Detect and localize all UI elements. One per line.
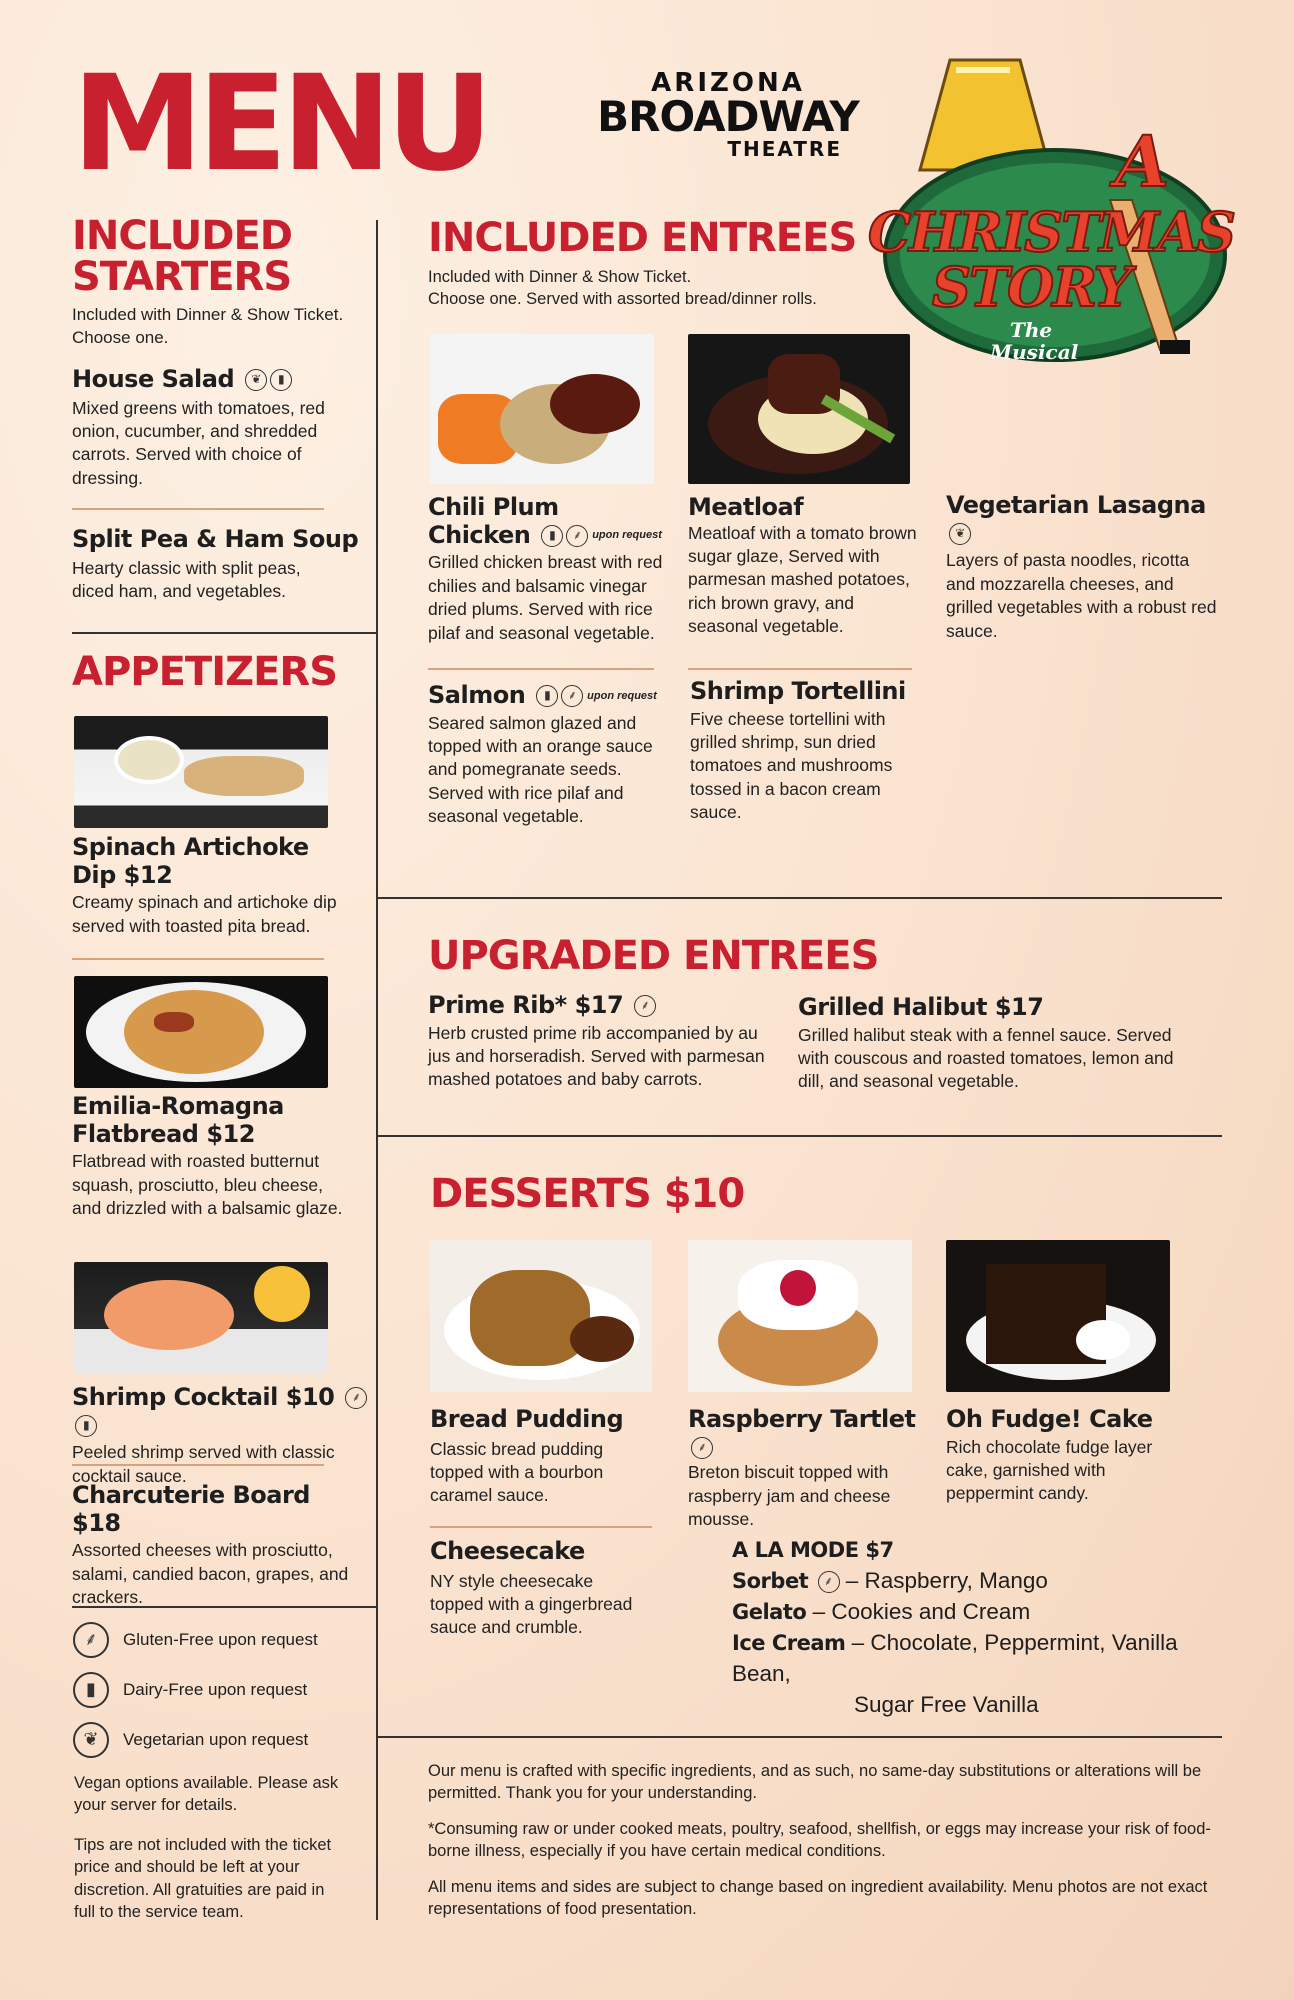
column-divider: [376, 220, 378, 1920]
chicken-photo: [430, 334, 654, 484]
salmon-title: [428, 682, 668, 710]
legend-vegetarian-label: Vegetarian upon request: [123, 1730, 309, 1749]
flatbread-name: [72, 1093, 362, 1148]
vegetarian-icon: ❦: [949, 523, 971, 545]
bread-pudding-desc: Classic bread pudding topped with a bourbon caramel sauce.: [430, 1438, 604, 1506]
gluten-free-icon: ⸙: [634, 995, 656, 1017]
vegetarian-lasagna: [946, 492, 1226, 643]
shrimp-cocktail-photo: [74, 1262, 328, 1374]
gluten-free-icon: ⸙: [691, 1437, 713, 1459]
a-la-mode-title: [732, 1534, 1212, 1565]
split-pea-soup: [72, 526, 362, 603]
starters-heading-line1: INCLUDED: [72, 213, 292, 259]
entrees-separator-1: [428, 668, 654, 670]
legend-vegetarian: [70, 1722, 308, 1758]
meatloaf-name: Meatloaf: [688, 493, 804, 521]
shrimp-cocktail-name: Shrimp Cocktail $10: [72, 1383, 335, 1411]
cheesecake: [430, 1538, 650, 1640]
show-title-story: STORY: [932, 255, 1130, 319]
included-upgraded-divider: [378, 897, 1222, 899]
gluten-free-icon: ⸙: [818, 1571, 840, 1593]
show-title-a: A: [1115, 120, 1170, 203]
bread-pudding-photo: [430, 1240, 652, 1392]
shrimp-tortellini-name: Shrimp Tortellini: [690, 677, 906, 705]
chili-plum-chicken-title: [428, 494, 668, 549]
included-entrees-subtitle-line2: Choose one. Served with assorted bread/dinner rolls.: [428, 290, 817, 309]
shrimp-cocktail-title: [72, 1384, 372, 1439]
flatbread-photo: [74, 976, 328, 1088]
chili-plum-chicken-name-line2-row: [428, 522, 668, 550]
show-logo: [860, 50, 1234, 370]
flatbread-name-line1: Emilia-Romagna: [72, 1092, 284, 1120]
salmon-name: Salmon: [428, 681, 526, 709]
show-title-christmas: CHRISTMAS: [868, 200, 1234, 264]
raspberry-tartlet-title: [688, 1406, 928, 1461]
house-salad-desc: Mixed greens with tomatoes, red onion, cucumber, and shredded carrots. Served with choice of dressing.: [72, 397, 325, 488]
appetizers-separator-1: [72, 958, 324, 960]
bread-pudding: [430, 1406, 650, 1508]
salmon-desc: Seared salmon glazed and topped with an orange sauce and pomegranate seeds. Served with rice pilaf and seasonal vegetable.: [428, 712, 653, 827]
a-la-mode: [732, 1534, 1212, 1720]
starters-heading: [72, 213, 372, 300]
prime-rib-desc: Herb crusted prime rib accompanied by au jus and horseradish. Served with parmesan mashed potatoes and baby carrots.: [428, 1022, 765, 1090]
spinach-dip-name: [72, 834, 362, 889]
tips-note: Tips are not included with the ticket price and should be left at your discretion. All gratuities are paid in full to the service team.: [74, 1836, 332, 1921]
meatloaf-desc: Meatloaf with a tomato brown sugar glaze, Served with parmesan mashed potatoes, rich brown gravy, and seasonal vegetable.: [688, 522, 917, 637]
dairy-free-icon: ▮: [73, 1672, 109, 1708]
desserts-heading: DESSERTS $10: [430, 1171, 745, 1217]
prime-rib-name: Prime Rib* $17: [428, 991, 624, 1019]
charcuterie-board-desc: Assorted cheeses with prosciutto, salami, candied bacon, grapes, and crackers.: [72, 1540, 349, 1608]
included-entrees-subtitle-line1: Included with Dinner & Show Ticket.: [428, 268, 692, 286]
legend-dairy-free: [70, 1672, 307, 1708]
house-salad-name: House Salad: [72, 365, 235, 393]
vegetarian-lasagna-desc: Layers of pasta noodles, ricotta and mozzarella cheeses, and grilled vegetables with a robust red sauce.: [946, 550, 1217, 641]
show-subtitle-the: The: [1010, 318, 1053, 342]
grilled-halibut: [798, 994, 1178, 1094]
spinach-dip-name-line2: Dip $12: [72, 860, 173, 889]
fudge-cake-desc: Rich chocolate fudge layer cake, garnished with peppermint candy.: [946, 1436, 1153, 1504]
a-la-mode-sorbet-label: Sorbet: [732, 1569, 809, 1594]
a-la-mode-icecream-value: – Chocolate, Peppermint, Vanilla Bean,: [732, 1630, 1178, 1687]
chili-plum-chicken-desc: Grilled chicken breast with red chilies and balsamic vinegar dried plums. Served with rice pilaf and seasonal vegetable.: [428, 552, 663, 643]
theatre-logo-line2: BROADWAY: [597, 92, 859, 141]
theatre-logo-line1: ARIZONA: [651, 68, 805, 98]
a-la-mode-gelato-label: Gelato: [732, 1600, 807, 1625]
raspberry-tartlet: [688, 1406, 928, 1532]
house-salad-title: [72, 366, 352, 394]
chili-plum-chicken-name-line2: Chicken: [428, 520, 531, 549]
cheesecake-desc: NY style cheesecake topped with a gingerbread sauce and crumble.: [430, 1570, 633, 1638]
desserts-separator: [430, 1526, 652, 1528]
spinach-dip-name-line1: Spinach Artichoke: [72, 833, 309, 861]
footer-note-substitutions: Our menu is crafted with specific ingredients, and as such, no same-day substitutions or alterations will be permitted. Thank you for your understanding.: [428, 1762, 1202, 1803]
flatbread: [72, 1093, 362, 1221]
show-subtitle-musical: Musical: [990, 340, 1079, 364]
house-salad: [72, 366, 352, 490]
a-la-mode-gelato: [732, 1596, 1212, 1627]
cheesecake-name: Cheesecake: [430, 1537, 585, 1565]
footer-note-consumption: *Consuming raw or under cooked meats, poultry, seafood, shellfish, or eggs may increase your risk of food-borne illness, especially if you have certain medical conditions.: [428, 1820, 1211, 1861]
a-la-mode-sorbet-value: – Raspberry, Mango: [839, 1568, 1048, 1594]
starters-subtitle-line2: Choose one.: [72, 327, 169, 347]
upgraded-desserts-divider: [378, 1135, 1222, 1137]
fudge-cake-photo: [946, 1240, 1170, 1392]
fudge-cake-name: Oh Fudge! Cake: [946, 1405, 1153, 1433]
prime-rib: [428, 992, 768, 1092]
starters-appetizers-divider: [72, 632, 376, 634]
spinach-dip-desc: Creamy spinach and artichoke dip served with toasted pita bread.: [72, 892, 337, 936]
theatre-logo-line3: THEATRE: [727, 137, 842, 161]
upgraded-entrees-heading: UPGRADED ENTREES: [428, 933, 879, 979]
starters-subtitle: [72, 304, 372, 350]
raspberry-tartlet-name: Raspberry Tartlet: [688, 1405, 916, 1433]
shrimp-cocktail: [72, 1384, 372, 1488]
meatloaf-photo: [688, 334, 910, 484]
dairy-free-icon: ▮: [270, 369, 292, 391]
gluten-free-icon: ⸙: [345, 1387, 367, 1409]
split-pea-soup-name: Split Pea & Ham Soup: [72, 525, 359, 553]
desserts-footer-divider: [378, 1736, 1222, 1738]
raspberry-tartlet-desc: Breton biscuit topped with raspberry jam and cheese mousse.: [688, 1462, 891, 1530]
charcuterie-board: [72, 1482, 362, 1610]
vegan-note: Vegan options available. Please ask your server for details.: [74, 1774, 339, 1815]
fudge-cake: [946, 1406, 1176, 1506]
included-entrees-subtitle: [428, 266, 817, 311]
raspberry-tartlet-photo: [688, 1240, 912, 1392]
grilled-halibut-name: Grilled Halibut $17: [798, 993, 1044, 1021]
starters-subtitle-line1: Included with Dinner & Show Ticket.: [72, 304, 344, 324]
chili-plum-chicken: [428, 494, 668, 645]
legend-dairy-free-label: Dairy-Free upon request: [123, 1680, 308, 1699]
spinach-dip: [72, 834, 362, 938]
starters-section: [72, 213, 372, 349]
appetizers-heading: APPETIZERS: [72, 649, 338, 695]
appetizers-separator-2: [72, 1464, 324, 1466]
starters-heading-line2: STARTERS: [72, 253, 292, 300]
vegetarian-lasagna-title: [946, 492, 1226, 547]
prime-rib-title: [428, 992, 768, 1020]
split-pea-soup-desc: Hearty classic with split peas, diced ham, and vegetables.: [72, 557, 301, 602]
shrimp-tortellini-desc: Five cheese tortellini with grilled shrimp, sun dried tomatoes and mushrooms tossed in a bacon cream sauce.: [690, 708, 893, 823]
shrimp-tortellini: [690, 678, 920, 825]
grilled-halibut-desc: Grilled halibut steak with a fennel sauce. Served with couscous and roasted tomatoes, lemon and dill, and seasonal vegetable.: [798, 1024, 1174, 1092]
included-entrees-heading: INCLUDED ENTREES: [428, 215, 857, 261]
starters-separator: [72, 508, 324, 510]
salmon: [428, 682, 668, 829]
a-la-mode-icecream-label: Ice Cream: [732, 1631, 846, 1656]
dairy-free-icon: ▮: [536, 685, 558, 707]
meatloaf: [688, 494, 928, 639]
gluten-free-icon: ⸙: [566, 525, 588, 547]
a-la-mode-icecream: [732, 1627, 1212, 1689]
gluten-free-icon: ⸙: [561, 685, 583, 707]
flatbread-name-line2: Flatbread $12: [72, 1119, 255, 1148]
chili-plum-chicken-name-line1: Chili Plum: [428, 493, 559, 521]
dairy-free-icon: ▮: [75, 1415, 97, 1437]
entrees-separator-2: [688, 668, 912, 670]
vegetarian-icon: ❦: [73, 1722, 109, 1758]
a-la-mode-sorbet: [732, 1565, 1212, 1596]
theatre-logo: [588, 70, 868, 160]
upon-request-note: upon request: [587, 689, 657, 702]
a-la-mode-title-text: A LA MODE $7: [732, 1538, 894, 1562]
upon-request-note: upon request: [592, 529, 662, 542]
flatbread-desc: Flatbread with roasted butternut squash, prosciutto, bleu cheese, and drizzled with a balsamic glaze.: [72, 1151, 343, 1219]
legend-gluten-free-label: Gluten-Free upon request: [123, 1630, 318, 1649]
shrimp-cocktail-desc: Peeled shrimp served with classic cocktail sauce.: [72, 1442, 335, 1486]
a-la-mode-icecream-line2: Sugar Free Vanilla: [854, 1692, 1039, 1718]
menu-title: MENU: [72, 47, 488, 201]
vegetarian-icon: ❦: [245, 369, 267, 391]
spinach-dip-photo: [74, 716, 328, 828]
legend-gluten-free: [70, 1622, 318, 1658]
vegetarian-lasagna-name: Vegetarian Lasagna: [946, 491, 1206, 519]
bread-pudding-name: Bread Pudding: [430, 1405, 624, 1433]
footer-note-availability: All menu items and sides are subject to change based on ingredient availability. Menu photos are not exact representations of food presentation.: [428, 1878, 1208, 1919]
a-la-mode-gelato-value: – Cookies and Cream: [806, 1599, 1031, 1625]
gluten-free-icon: ⸙: [73, 1622, 109, 1658]
charcuterie-board-name: Charcuterie Board $18: [72, 1481, 310, 1537]
dairy-free-icon: ▮: [541, 525, 563, 547]
